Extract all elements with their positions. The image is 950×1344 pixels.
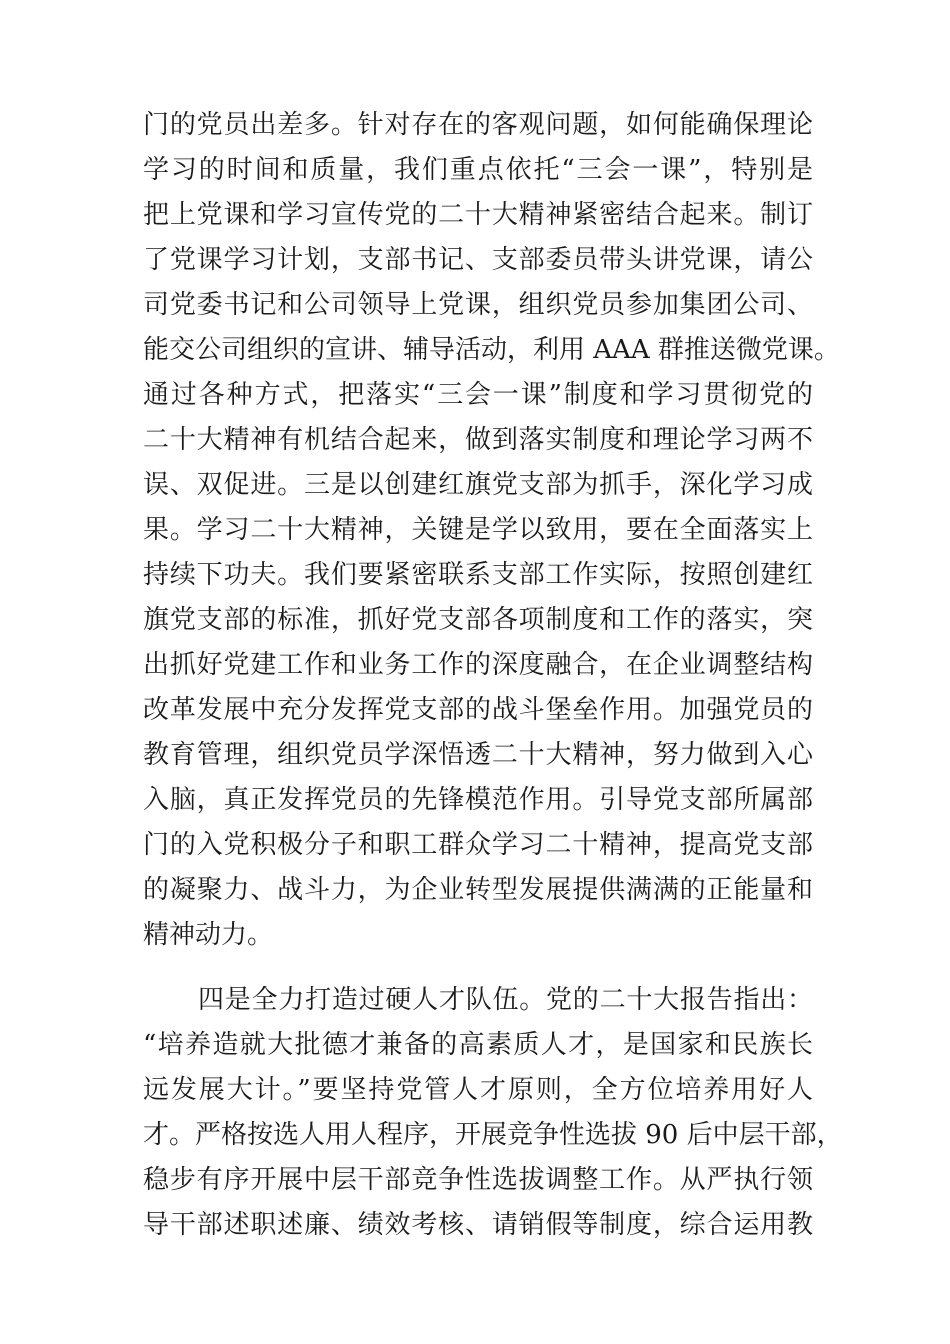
paragraph-1-line-3: 把上党课和学习宣传党的二十大精神紧密结合起来。制订 (143, 200, 813, 230)
paragraph-2-line-5: 稳步有序开展中层干部竞争性选拔调整工作。从严执行领 (143, 1165, 813, 1195)
paragraph-2-line-2: “培养造就大批德才兼备的高素质人才，是国家和民族长 (143, 1030, 813, 1060)
paragraph-1-line-5: 司党委书记和公司领导上党课，组织党员参加集团公司、 (143, 290, 813, 320)
paragraph-1-line-7: 通过各种方式，把落实“三会一课”制度和学习贯彻党的 (143, 380, 813, 410)
paragraph-1-line-17: 门的入党积极分子和职工群众学习二十精神，提高党支部 (143, 830, 813, 860)
paragraph-1-line-4: 了党课学习计划，支部书记、支部委员带头讲党课，请公 (143, 245, 813, 275)
paragraph-2-line-1: 四是全力打造过硬人才队伍。党的二十大报告指出： (198, 985, 813, 1015)
paragraph-1-line-15: 教育管理，组织党员学深悟透二十大精神，努力做到入心 (143, 740, 813, 770)
paragraph-1-line-8: 二十大精神有机结合起来，做到落实制度和理论学习两不 (143, 425, 813, 455)
paragraph-1-line-12: 旗党支部的标准，抓好党支部各项制度和工作的落实，突 (143, 605, 813, 635)
paragraph-1-line-10: 果。学习二十大精神，关键是学以致用，要在全面落实上 (143, 515, 813, 545)
paragraph-2-line-3: 远发展大计。”要坚持党管人才原则，全方位培养用好人 (143, 1075, 813, 1105)
paragraph-1-line-19: 精神动力。 (143, 920, 274, 950)
paragraph-1-line-11: 持续下功夫。我们要紧密联系支部工作实际，按照创建红 (143, 560, 813, 590)
paragraph-1-line-13: 出抓好党建工作和业务工作的深度融合，在企业调整结构 (143, 650, 813, 680)
paragraph-2-line-4: 才。严格按选人用人程序，开展竞争性选拔 90 后中层干部， (143, 1120, 843, 1150)
paragraph-1-line-18: 的凝聚力、战斗力，为企业转型发展提供满满的正能量和 (143, 875, 813, 905)
paragraph-2-line-6: 导干部述职述廉、绩效考核、请销假等制度，综合运用教 (143, 1210, 813, 1240)
paragraph-1-line-1: 门的党员出差多。针对存在的客观问题，如何能确保理论 (143, 110, 813, 140)
paragraph-1-line-16: 入脑，真正发挥党员的先锋模范作用。引导党支部所属部 (143, 785, 813, 815)
paragraph-1-line-2: 学习的时间和质量，我们重点依托“三会一课”，特别是 (143, 155, 813, 185)
paragraph-1-line-9: 误、双促进。三是以创建红旗党支部为抓手，深化学习成 (143, 470, 813, 500)
paragraph-1-line-14: 改革发展中充分发挥党支部的战斗堡垒作用。加强党员的 (143, 695, 813, 725)
paragraph-1-line-6: 能交公司组织的宣讲、辅导活动，利用 AAA 群推送微党课。 (143, 335, 840, 365)
